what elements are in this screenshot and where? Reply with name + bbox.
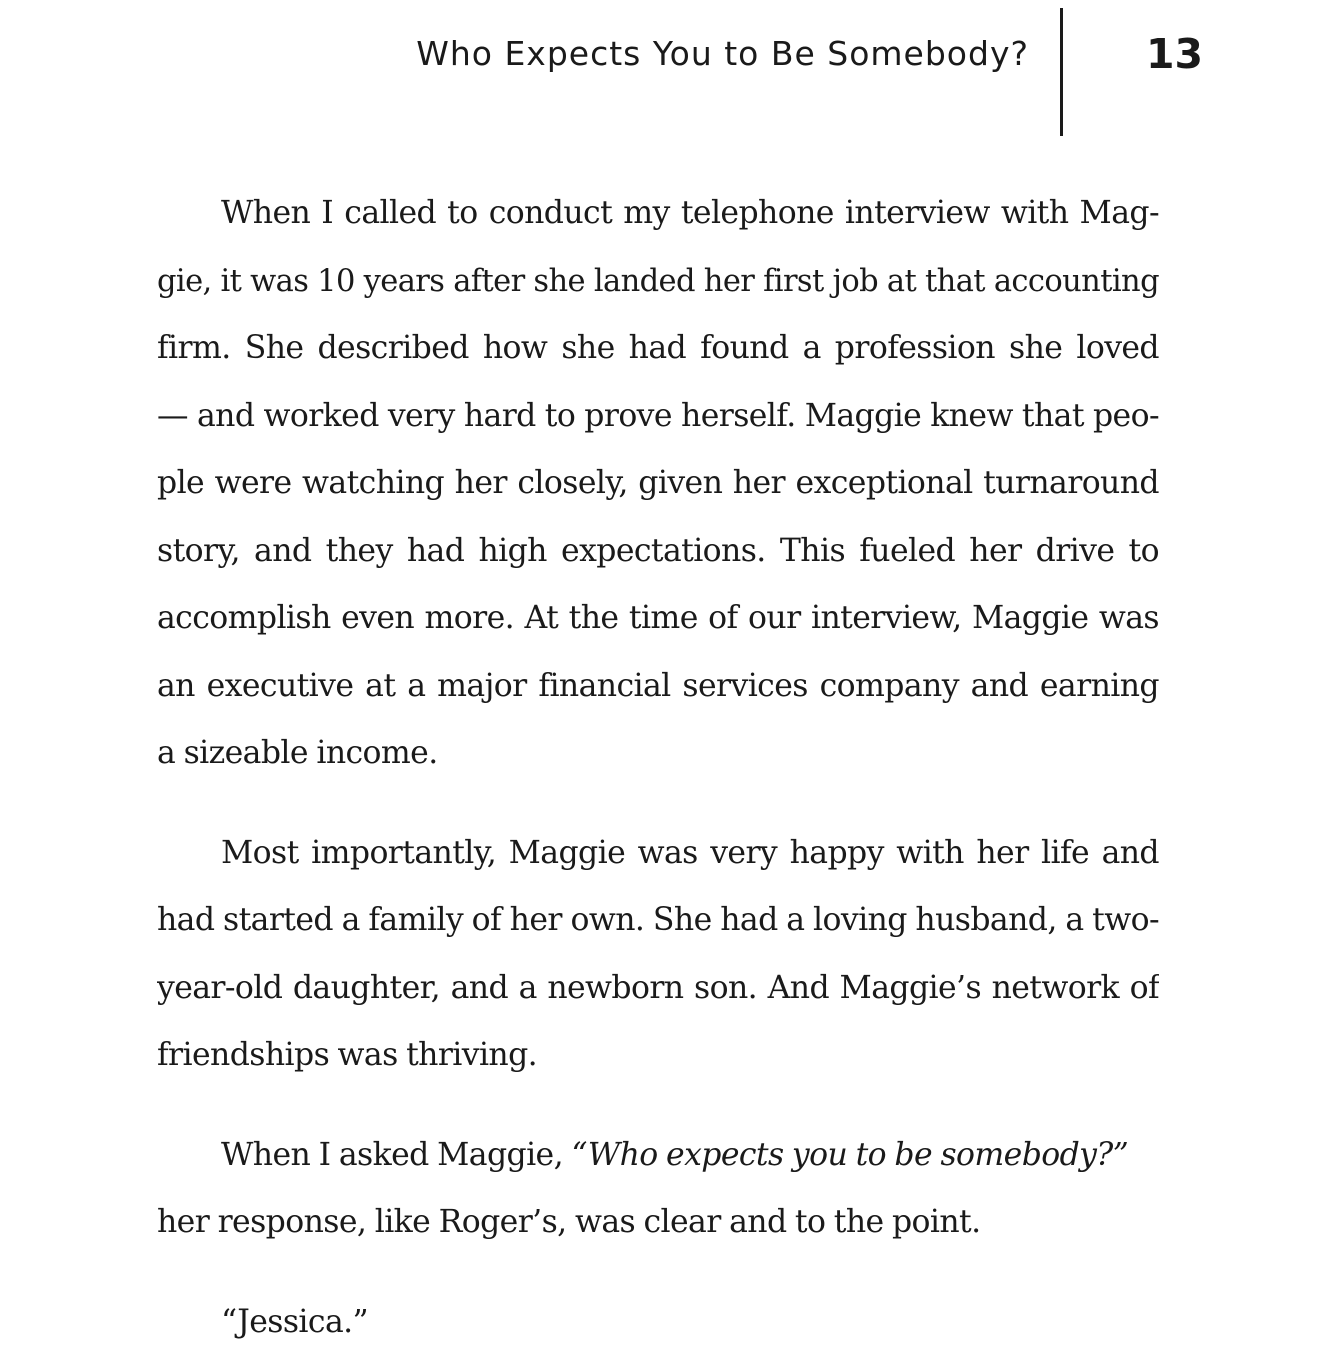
- text-line: had started a family of her own. She had a loving husband, a two-: [157, 887, 1159, 955]
- text-line: a sizeable income.: [157, 720, 1159, 788]
- text-line: accomplish even more. At the time of our interview, Maggie was: [157, 585, 1159, 653]
- text-line: friendships was thriving.: [157, 1022, 1159, 1090]
- text-line: When I called to conduct my telephone interview with Mag-: [157, 180, 1159, 248]
- text-line: Most importantly, Maggie was very happy with her life and: [157, 820, 1159, 888]
- paragraph: [157, 820, 1159, 1090]
- text-line: “Jessica.”: [157, 1289, 1159, 1356]
- text-line: — and worked very hard to prove herself. Maggie knew that peo-: [157, 383, 1159, 451]
- text-run: When I asked Maggie,: [221, 1137, 571, 1173]
- text-line: gie, it was 10 years after she landed her first job at that accounting: [157, 248, 1159, 316]
- quoted-question: “Who expects you to be somebody?”: [571, 1137, 1128, 1173]
- text-line: year-old daughter, and a newborn son. And Maggie’s network of: [157, 955, 1159, 1023]
- paragraph: [157, 1289, 1159, 1356]
- page-number: 13: [1146, 30, 1203, 78]
- header-divider: [1060, 8, 1063, 136]
- text-line: [157, 1122, 1159, 1190]
- text-line: story, and they had high expectations. This fueled her drive to: [157, 518, 1159, 586]
- text-line: her response, like Roger’s, was clear and to the point.: [157, 1189, 1159, 1257]
- text-line: an executive at a major financial services company and earning: [157, 653, 1159, 721]
- body-text: [157, 180, 1159, 1356]
- text-line: firm. She described how she had found a profession she loved: [157, 315, 1159, 383]
- paragraph: [157, 180, 1159, 788]
- text-line: ple were watching her closely, given her exceptional turnaround: [157, 450, 1159, 518]
- paragraph: [157, 1122, 1159, 1257]
- running-head-title: Who Expects You to Be Somebody?: [416, 34, 1029, 73]
